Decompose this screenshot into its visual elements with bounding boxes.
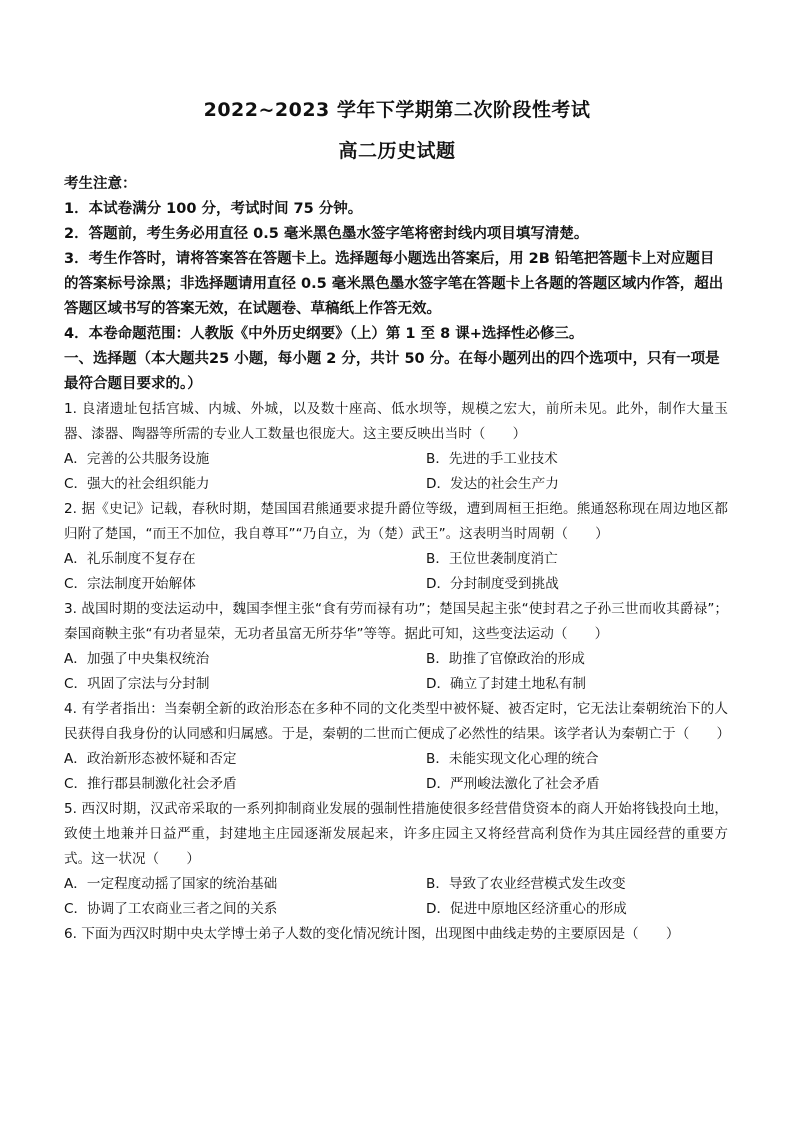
option-d: D．发达的社会生产力 (426, 476, 559, 492)
option-c: C．推行郡县制激化社会矛盾 (64, 776, 237, 792)
question-6 (64, 922, 728, 947)
option-a: A．完善的公共服务设施 (64, 451, 210, 467)
option-c: C．协调了工农商业三者之间的关系 (64, 901, 278, 917)
option-b: B．先进的手工业技术 (426, 451, 558, 467)
option-a: A．政治新形态被怀疑和否定 (64, 751, 237, 767)
question-2 (64, 497, 728, 597)
question-stem: 4. 有学者指出：当秦朝全新的政治形态在多种不同的文化类型中被怀疑、被否定时，它无法让秦朝统治下的人民获得自我身份的认同感和归属感。于是，秦朝的二世而亡便成了必然性的结果。该学者认为秦朝亡于（ ） (64, 701, 731, 742)
section-heading: 一、选择题（本大题共25 小题，每小题 2 分，共计 50 分。在每小题列出的四个选项中，只有一项是最符合题目要求的。） (64, 351, 720, 392)
option-c: C．宗法制度开始解体 (64, 576, 196, 592)
question-stem: 1. 良渚遗址包括宫城、内城、外城，以及数十座高、低水坝等，规模之宏大，前所未见。此外，制作大量玉器、漆器、陶器等所需的专业人工数量也很庞大。这主要反映出当时（ ） (64, 401, 728, 442)
option-d: D．分封制度受到挑战 (426, 576, 559, 592)
option-b: B．王位世袭制度消亡 (426, 551, 558, 567)
candidate-notice (64, 172, 728, 397)
exam-subtitle: 高二历史试题 (338, 140, 456, 162)
option-a: A．一定程度动摇了国家的统治基础 (64, 876, 278, 892)
option-a: A．加强了中央集权统治 (64, 651, 210, 667)
option-d: D．确立了封建土地私有制 (426, 676, 586, 692)
question-stem: 5. 西汉时期，汉武帝采取的一系列抑制商业发展的强制性措施使很多经营借贷资本的商人开始将钱投向土地，致使土地兼并日益严重，封建地主庄园逐渐发展起来，许多庄园主又将经营高利贷作为其庄园经营的重要方式。这一状况（ ） (64, 801, 728, 867)
exam-title: 2022~2023 学年下学期第二次阶段性考试 (203, 99, 591, 121)
notice-item-4: 4．本卷命题范围：人教版《中外历史纲要》（上）第 1 至 8 课+选择性必修三。 (64, 326, 584, 342)
option-d: D．严刑峻法激化了社会矛盾 (426, 776, 600, 792)
notice-item-1: 1．本试卷满分 100 分，考试时间 75 分钟。 (64, 201, 363, 217)
option-b: B．未能实现文化心理的统合 (426, 751, 599, 767)
question-list (64, 397, 731, 947)
option-d: D．促进中原地区经济重心的形成 (426, 901, 627, 917)
question-3 (64, 597, 728, 697)
option-c: C．强大的社会组织能力 (64, 476, 210, 492)
notice-item-2: 2．答题前，考生务必用直径 0.5 毫米黑色墨水签字笔将密封线内项目填写清楚。 (64, 226, 589, 242)
option-a: A．礼乐制度不复存在 (64, 551, 196, 567)
question-stem: 6. 下面为西汉时期中央太学博士弟子人数的变化情况统计图，出现图中曲线走势的主要原因是（ ） (64, 926, 680, 942)
question-5 (64, 797, 728, 922)
question-4 (64, 697, 731, 797)
notice-item-3: 3．考生作答时，请将答案答在答题卡上。选择题每小题选出答案后，用 2B 铅笔把答题卡上对应题目的答案标号涂黑；非选择题请用直径 0.5 毫米黑色墨水签字笔在答题卡上各题的答题区域内作答，超出答题区域书写的答案无效，在试题卷、草稿纸上作答无效。 (64, 251, 724, 317)
notice-heading: 考生注意： (64, 176, 137, 192)
question-stem: 2. 据《史记》记载，春秋时期，楚国国君熊通要求提升爵位等级，遭到周桓王拒绝。熊通怒称现在周边地区都归附了楚国，“而王不加位，我自尊耳”“乃自立，为（楚）武王”。这表明当时周朝（ ） (64, 501, 728, 542)
option-b: B．助推了官僚政治的形成 (426, 651, 585, 667)
option-b: B．导致了农业经营模式发生改变 (426, 876, 626, 892)
question-stem: 3. 战国时期的变法运动中，魏国李悝主张“食有劳而禄有功”；楚国吴起主张“使封君之子孙三世而收其爵禄”；秦国商鞅主张“有功者显荣，无功者虽富无所芬华”等等。据此可知，这些变法运动（ ） (64, 601, 728, 642)
question-1 (64, 397, 728, 497)
option-c: C．巩固了宗法与分封制 (64, 676, 210, 692)
